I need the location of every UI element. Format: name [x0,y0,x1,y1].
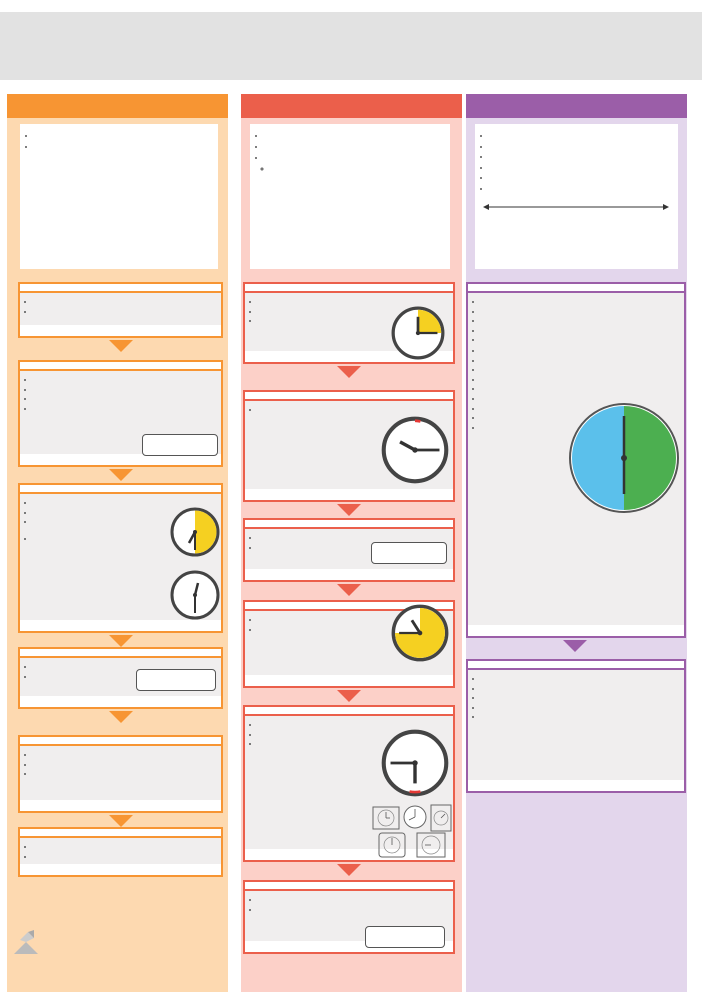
y2-bullet [265,153,444,163]
y2-bullet [265,131,444,141]
digital-display [371,542,447,564]
card-title [20,737,221,746]
year2-intro [250,124,450,269]
card-title [245,882,453,891]
card-bullet [34,405,215,414]
card-bullet [482,317,678,326]
card-bullet [259,616,389,625]
card-bullet [259,740,377,749]
card-bullet [34,395,215,404]
clock-half-past-1-icon [170,570,220,620]
card-title [245,392,453,401]
card-bullet [482,308,678,317]
card-bullet [34,843,215,852]
down-arrow-icon [109,635,133,647]
card-bullet [259,544,379,553]
card-bullet [34,308,215,317]
digital-display [365,926,445,948]
card-bullet [482,336,678,345]
year1-intro [20,124,218,269]
y3-bullet [490,142,672,152]
card-bullet [482,366,574,375]
card-title [245,520,453,529]
card-bullet [482,694,678,703]
y3-bullet [490,131,672,141]
card-title [20,829,221,838]
card-bullet [482,357,574,366]
card-bullet [34,770,215,779]
year3-intro [475,124,678,269]
card-quarter-past [243,282,455,364]
card-title [20,649,221,658]
card-identifying-hands [18,282,223,338]
y2-bullet [271,164,444,174]
card-bullet [482,704,678,713]
card-time-to-5-minute [466,282,686,638]
down-arrow-icon [337,864,361,876]
down-arrow-icon [109,815,133,827]
page-title-bar [0,12,702,80]
y3-bullet [490,163,672,173]
card-half-past-digital [18,647,223,709]
tangram-logo-icon [12,928,42,956]
card-bullet [34,518,166,527]
digital-display [142,434,218,456]
clock-variety-icon [369,803,453,859]
card-quarter-to [243,600,455,688]
down-arrow-icon [109,340,133,352]
card-bullet [259,298,389,307]
card-bullet [34,751,215,760]
card-half-past-visual [18,483,223,633]
card-bullet [34,761,215,770]
card-bullet [259,317,389,326]
card-bullet [482,713,678,722]
card-quarter-to-digital [243,880,455,954]
card-bullet [34,853,215,862]
y3-bullet [490,152,672,162]
card-times-over-day [18,827,223,877]
card-bullet [34,298,215,307]
clock-quarter-to-movement-icon [381,729,449,797]
card-title [468,661,684,670]
y1-bullet [35,131,212,141]
card-title [245,707,453,716]
card-bullet [259,534,379,543]
y1-bullet [35,142,212,152]
down-arrow-icon [337,366,361,378]
year1-header [7,94,228,118]
card-hour-analogue [18,360,223,467]
down-arrow-icon [109,711,133,723]
down-arrow-icon [337,584,361,596]
y2-bullet [265,142,444,152]
clock-quarter-past-icon [391,306,445,360]
card-quarter-to-movement [243,705,455,862]
down-arrow-icon [563,640,587,652]
card-bullet [482,675,678,684]
card-title [468,284,684,293]
clock-quarter-to-icon [391,604,449,662]
card-bullet [482,685,678,694]
number-line [481,194,671,220]
card-title [245,284,453,293]
year3-header [466,94,687,118]
card-half-hour-analogue [18,735,223,813]
card-bullet [482,347,574,356]
card-title [20,284,221,293]
card-bullet [34,499,166,508]
card-title [20,362,221,371]
card-quarter-past-digital [243,518,455,582]
card-bullet [34,376,215,385]
down-arrow-icon [109,469,133,481]
card-bullet [482,298,678,307]
card-bullet [482,327,678,336]
clock-quarter-past-movement-icon [381,416,449,484]
digital-display [136,669,216,691]
y3-bullet [490,173,672,183]
clock-half-past-icon [170,507,220,557]
clock-to-past-icon [568,402,680,514]
card-bullet [34,663,138,672]
y3-bullet [490,184,672,194]
card-time-to-minute [466,659,686,793]
card-bullet [34,673,138,682]
year2-header [241,94,462,118]
card-title [20,485,221,494]
card-bullet [482,376,574,385]
down-arrow-icon [337,504,361,516]
card-bullet [259,896,447,905]
card-quarter-past-movement [243,390,455,502]
down-arrow-icon [337,690,361,702]
card-bullet [34,386,215,395]
card-bullet [482,385,678,394]
